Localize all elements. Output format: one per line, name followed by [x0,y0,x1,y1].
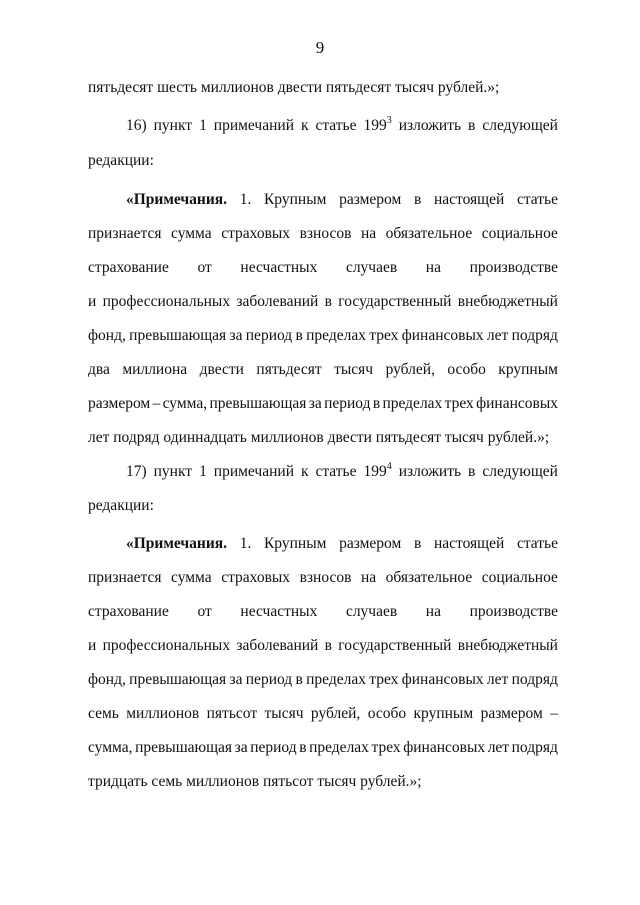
notes-heading: «Примечания. [126,535,228,552]
word: случаев [345,603,398,620]
item-17-line-2: редакции: [88,497,154,514]
word: и [88,293,97,310]
word: внебюджетный [457,637,558,654]
word: профессиональных [102,637,231,654]
word: на [360,569,377,586]
word: пределах [382,395,443,412]
note-16-line-8: лет подряд одиннадцать миллионов двести пятьдесят тысяч рублей.»; [88,429,550,446]
note-16-line-2 [88,224,558,244]
word: период [245,327,293,344]
note-17-line-7 [88,738,558,758]
word: социальное [481,569,558,586]
word: несчастных [240,603,318,620]
word: два [88,361,110,378]
word: страховых [221,225,291,242]
word: к [300,463,309,480]
word: крупным [413,705,474,722]
word: подряд [511,671,558,688]
word: изложить [398,117,462,134]
word: заболеваний [236,293,319,310]
word: признается [88,569,162,586]
word: лет [486,327,509,344]
word: следующей [482,117,558,134]
note-16-line-3 [88,258,558,278]
word: тысяч [334,361,374,378]
word: размером [480,705,543,722]
word: настоящей [433,535,505,552]
word: за [308,395,322,412]
word: Крупным [263,535,327,552]
word: статье [315,117,357,134]
word: на [425,603,441,620]
word: в [295,327,303,344]
word: пределах [306,671,366,688]
word: миллионов [126,705,200,722]
text-line: пятьдесят шесть миллионов двести пятьдесят тысяч рублей.»; [88,79,500,96]
word: страховых [221,569,291,586]
word: государственный [338,637,452,654]
word: социальное [481,225,558,242]
word: в [324,637,332,654]
word: изложить [398,463,462,480]
word: несчастных [240,259,318,276]
word: превышающая [129,671,227,688]
word: трех [444,395,474,412]
word: за [229,327,243,344]
word: за [234,739,248,756]
page-number: 9 [315,38,325,57]
word: финансовых [403,739,486,756]
note-16-line-6 [88,360,558,380]
word: финансовых [401,327,484,344]
word: 17) [126,463,147,480]
word: двести [199,361,244,378]
word: статье [516,191,558,208]
note-17-line-3 [88,602,558,622]
word: обязательное [385,225,473,242]
word: примечаний [213,463,294,480]
article-superscript: 4 [386,460,392,472]
word: в [468,117,476,134]
word: производстве [469,603,558,620]
note-17-line-8: тридцать семь миллионов пятьсот тысяч рублей.»; [88,773,422,790]
word: крупным [498,361,558,378]
word: примечаний [213,117,294,134]
word: пределах [306,327,366,344]
word: семь [88,705,119,722]
item-16-line-2: редакции: [88,152,154,169]
note-16-line-7 [88,394,558,414]
word: настоящей [433,191,505,208]
word: государственный [338,293,452,310]
word: признается [88,225,162,242]
notes-heading: «Примечания. [126,191,228,208]
word: страхование [88,603,169,620]
word: заболеваний [236,637,319,654]
word: статье [315,463,357,480]
word: 16) [126,117,147,134]
word: – [152,395,161,412]
word: миллиона [122,361,188,378]
word: рублей, [310,705,361,722]
word: на [425,259,441,276]
word: и [88,637,97,654]
word: 1 [199,117,207,134]
word: за [229,671,243,688]
item-17-line-1 [126,462,558,482]
word: от [197,603,212,620]
word: сумма, [88,739,133,756]
word: взносов [299,225,352,242]
word: к [300,117,309,134]
word: внебюджетный [457,293,558,310]
word: в [468,463,476,480]
word: сумма [171,569,212,586]
word: превышающая [209,395,307,412]
word: – [550,705,558,722]
word: в [413,535,422,552]
word: подряд [511,739,558,756]
word: превышающая [135,739,233,756]
word: статье [516,535,558,552]
word: период [250,739,297,756]
word: Крупным [263,191,327,208]
word: финансовых [476,395,558,412]
word: трех [369,671,399,688]
word: сумма, [162,395,208,412]
word: производстве [469,259,558,276]
word: превышающая [129,327,227,344]
word: 1. [239,191,252,208]
word: фонд, [88,327,126,344]
word: особо [447,361,486,378]
word: $199^4$ [363,460,392,480]
note-17-line-2 [88,568,558,588]
word: взносов [299,569,352,586]
word: случаев [345,259,398,276]
word: трех [369,327,399,344]
word: обязательное [385,569,473,586]
word: лет [487,739,510,756]
word: финансовых [401,671,484,688]
note-16-line-1 [126,190,558,210]
word: фонд, [88,671,126,688]
word: в [372,395,381,412]
word: следующей [482,463,558,480]
word: в [324,293,332,310]
word: сумма [171,225,212,242]
note-17-line-1 [126,534,558,554]
word: период [245,671,293,688]
note-16-line-5 [88,326,558,346]
word: $199^3$ [363,114,392,134]
word: от [197,259,212,276]
word: в [413,191,422,208]
word: профессиональных [102,293,231,310]
note-17-line-5 [88,670,558,690]
word: период [324,395,371,412]
word: подряд [511,327,558,344]
word: рублей, [385,361,435,378]
word: на [360,225,377,242]
word: лет [486,671,509,688]
word: в [295,671,303,688]
word: пятьдесят [256,361,322,378]
word: 1. [239,535,252,552]
word: пределах [309,739,369,756]
word: размером [339,535,402,552]
word: пункт [153,117,193,134]
word: пятьсот [206,705,258,722]
word: размером [88,395,151,412]
article-superscript: 3 [386,114,392,126]
note-17-line-4 [88,636,558,656]
word: особо [367,705,407,722]
word: страхование [88,259,169,276]
note-17-line-6 [88,704,558,724]
note-16-line-4 [88,292,558,312]
word: трех [371,739,401,756]
word: тысяч [264,705,304,722]
word: в [299,739,307,756]
word: размером [339,191,402,208]
word: 1 [199,463,207,480]
item-16-line-1 [126,116,558,136]
word: пункт [153,463,193,480]
